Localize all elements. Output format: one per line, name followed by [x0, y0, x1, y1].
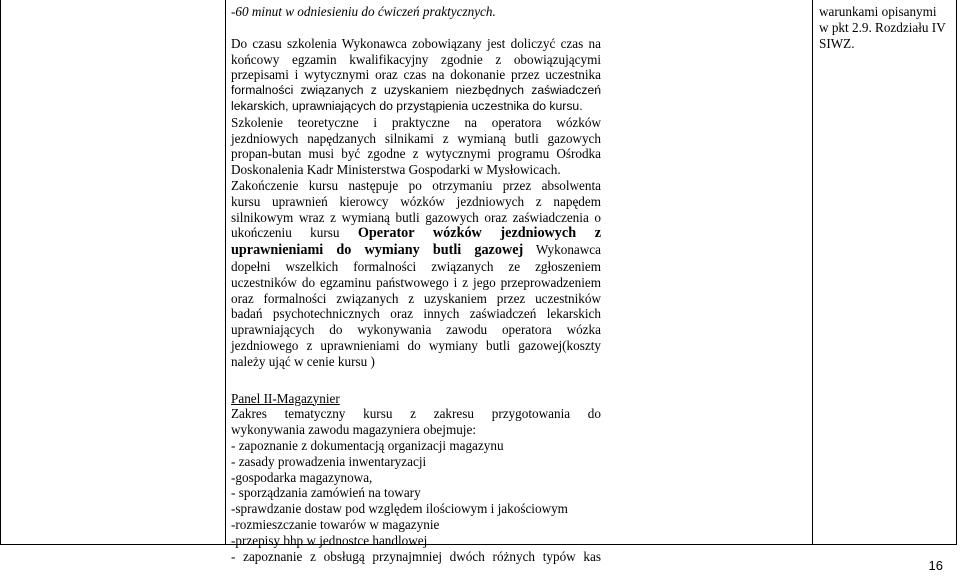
list-item: - zapoznanie z dokumentacją organizacji magazynu: [231, 437, 504, 453]
text-line: w pkt 2.9. Rozdziału IV: [819, 19, 946, 35]
text-line: [231, 242, 601, 259]
panel-title: Panel II-Magazynier: [231, 390, 340, 406]
text-line: badań psychotechnicznych oraz innych zaświadczeń lekarskich: [231, 306, 601, 322]
text-line: SIWZ.: [819, 35, 855, 51]
text-line: wykonywania zawodu magazyniera obejmuje:: [231, 422, 476, 438]
table-divider-2: [812, 0, 813, 545]
list-item: -sprawdzanie dostaw pod względem ilościowym i jakościowym: [231, 501, 568, 517]
text-line: kursu uprawnień kierowcy wózków jezdniowych z napędem: [231, 193, 601, 209]
list-item: -rozmieszczanie towarów w magazynie: [231, 516, 440, 532]
text-line: silnikowym wraz z wymianą butli gazowych oraz zaświadczenia o: [231, 209, 601, 225]
text-fragment: Wykonawca: [523, 242, 601, 258]
text-line: jezdniowych napędzanych silnikami z wymianą butli gazowych: [231, 130, 601, 146]
list-item: - sporządzania zamówień na towary: [231, 485, 421, 501]
text-fragment: ukończeniu kursu: [231, 225, 358, 241]
text-line: lekarskich, uprawniających do przystąpienia uczestnika do kursu.: [231, 98, 583, 113]
text-line: uczestników do egzaminu państwowego i z jego przeprowadzeniem: [231, 274, 601, 290]
text-line: Do czasu szkolenia Wykonawca zobowiązany jest doliczyć czas na: [231, 35, 601, 51]
main-text-cell: [231, 4, 601, 564]
page-number: 16: [928, 558, 943, 573]
table-border-left: [0, 0, 1, 545]
list-item: - zapoznanie z obsługą przynajmniej dwóch różnych typów kas: [231, 548, 601, 564]
text-line: jezdniowego z uprawnieniami do wymiany butli gazowej(koszty: [231, 337, 601, 353]
paragraph-training-program: [231, 115, 601, 178]
text-line: Zakres tematyczny kursu z zakresu przygotowania do: [231, 406, 601, 422]
text-line: końcowy egzamin kwalifikacyjny zgodnie z obowiązującymi: [231, 51, 601, 67]
text-line: formalności związanych z uzyskaniem niezbędnych zaświadczeń: [231, 83, 601, 98]
course-name-part2: uprawnieniami do wymiany butli gazowej: [231, 242, 524, 259]
text-line: dopełni wszelkich formalności związanych ze zgłoszeniem: [231, 258, 601, 274]
text-line: [231, 225, 601, 242]
paragraph-training-time: [231, 36, 601, 115]
text-line: należy ująć w cenie kursu ): [231, 353, 375, 369]
text-line: Zakończenie kursu następuje po otrzymaniu przez absolwenta: [231, 177, 601, 193]
text-line: warunkami opisanymi: [819, 4, 937, 19]
paragraph-course-completion: [231, 178, 601, 370]
list-item: -przepisy bhp w jednostce handlowej: [231, 532, 428, 548]
table-divider-1: [225, 0, 226, 545]
text-line: Szkolenie teoretyczne i praktyczne na operatora wózków: [231, 114, 601, 130]
text-line: oraz formalności związanych z uzyskaniem przez uczestników: [231, 290, 601, 306]
text-line: Doskonalenia Kadr Ministerstwa Gospodarki w Mysłowicach.: [231, 162, 561, 178]
text-line: przepisami i wytycznymi oraz czas na dokonanie przez uczestnika: [231, 67, 601, 83]
intro-line: -60 minut w odniesieniu do ćwiczeń praktycznych.: [231, 4, 496, 19]
list-item: -gospodarka magazynowa,: [231, 469, 373, 485]
course-name-part1: Operator wózków jezdniowych z: [357, 225, 601, 242]
right-text-cell: [819, 4, 955, 51]
text-line: uprawniających do wykonywania zawodu operatora wózka: [231, 322, 601, 338]
list-item: - zasady prowadzenia inwentaryzacji: [231, 453, 427, 469]
panel-warehouse: [231, 391, 601, 565]
table-border-right: [956, 0, 957, 545]
text-line: propan-butan musi być zgodne z wytycznymi programu Ośrodka: [231, 146, 601, 162]
